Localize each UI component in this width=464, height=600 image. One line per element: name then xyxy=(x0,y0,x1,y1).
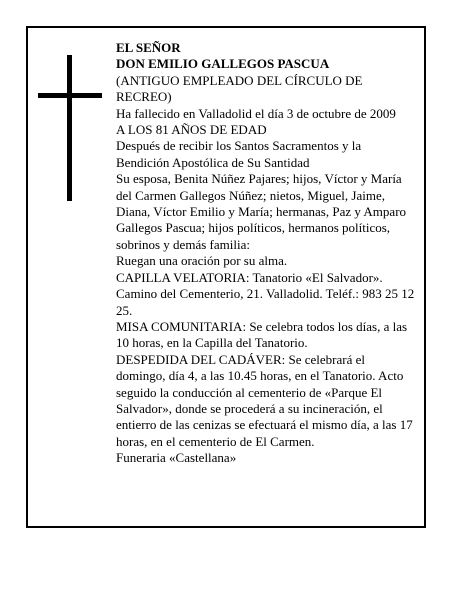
obituary-frame xyxy=(26,26,426,528)
farewell-info xyxy=(116,352,416,450)
sacraments-text: Después de recibir los Santos Sacramentos y la Bendición Apostólica de Su Santidad xyxy=(116,138,362,170)
wake-label: CAPILLA VELATORIA xyxy=(116,269,246,285)
mass-info xyxy=(116,319,416,352)
cross-vertical-bar xyxy=(67,55,72,201)
wake-details: : Tanatorio «El Salvador». Camino del Cementerio, 21. Valladolid. Teléf.: 983 25 12 25. xyxy=(116,269,415,318)
title-line-1: EL SEÑOR xyxy=(116,40,181,55)
mass-label: MISA COMUNITARIA xyxy=(116,318,243,334)
obituary-text xyxy=(116,40,416,467)
deceased-name: DON EMILIO GALLEGOS PASCUA xyxy=(116,56,330,72)
funeral-home: Funeraria «Castellana» xyxy=(116,450,237,466)
prayer-request: Ruegan una oración por su alma. xyxy=(116,253,288,269)
wake-info xyxy=(116,270,416,319)
former-occupation: (ANTIGUO EMPLEADO DEL CÍRCULO DE RECREO) xyxy=(116,72,363,105)
cross-horizontal-bar xyxy=(38,93,102,98)
farewell-details: : Se celebrará el domingo, día 4, a las 10.45 horas, en el Tanatorio. Acto seguido la conducción al cementerio de «Parque El Salvador», donde se procederá a su incineración, el entierro de las cenizas se efectuará el mismo día, a las 17 horas, en el cementerio de El Carmen. xyxy=(116,351,413,449)
farewell-label: DESPEDIDA DEL CADÁVER xyxy=(116,351,282,367)
cross-icon xyxy=(38,55,102,201)
age-line: A LOS 81 AÑOS DE EDAD xyxy=(116,122,267,138)
death-info: Ha fallecido en Valladolid el día 3 de octubre de 2009 xyxy=(116,105,396,121)
family-text: Su esposa, Benita Núñez Pajares; hijos, Víctor y María del Carmen Gallegos Núñez; nietos, Miguel, Jaime, Diana, Víctor Emilio y María; hermanas, Paz y Amparo Gallegos Pascua; hijos políticos, hermanos políticos, sobrinos y demás familia: xyxy=(116,171,407,252)
mass-details: : Se celebra todos los días, a las 10 horas, en la Capilla del Tanatorio. xyxy=(116,318,408,351)
